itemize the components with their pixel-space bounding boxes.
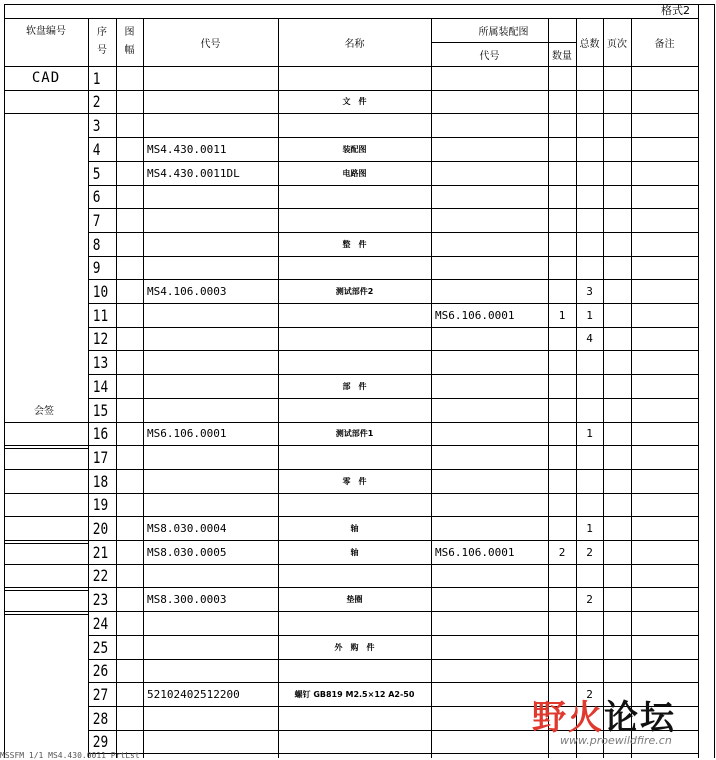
row-assembly-qty (548, 516, 576, 540)
row-total (576, 113, 603, 137)
row-assembly-qty (548, 422, 576, 445)
row-seq: 17 (92, 447, 109, 467)
row-total: 1 (586, 521, 593, 535)
frame-right (714, 4, 715, 758)
row-assembly-qty: 1 (558, 308, 566, 322)
row-assembly-code (431, 611, 552, 635)
row-name (278, 327, 431, 350)
row-code: MS6.106.0001 (147, 427, 227, 440)
sign-label: 会签 (34, 406, 54, 418)
watermark-char: 火 (568, 698, 604, 738)
row-seq: 5 (92, 163, 101, 183)
row-seq: 3 (92, 115, 101, 135)
row-assembly-code (431, 493, 552, 516)
row-total (576, 493, 603, 516)
footer-text: MSSFM 1/1 MS4.430.0011 PrtLst (0, 751, 140, 760)
watermark-char: 野 (532, 698, 568, 738)
cad-label: CAD (31, 69, 61, 86)
row-name (278, 208, 431, 232)
row-seq: 28 (92, 708, 109, 728)
left-row-line (4, 422, 88, 423)
row-name: 轴 (350, 523, 359, 533)
row-code: MS4.106.0003 (147, 284, 227, 298)
row-assembly-qty (548, 587, 576, 611)
row-code: MS8.030.0005 (147, 545, 227, 559)
row-seq: 22 (92, 566, 109, 585)
left-row-line (4, 445, 88, 446)
row-name (278, 445, 431, 469)
row-assembly-code: MS6.106.0001 (435, 308, 515, 322)
row-name (278, 113, 431, 137)
row-total: 2 (586, 687, 593, 701)
row-total: 1 (586, 427, 593, 440)
row-assembly-qty (548, 279, 576, 303)
row-total (576, 659, 603, 682)
table-right (698, 4, 699, 758)
row-assembly-qty (548, 113, 576, 137)
row-name: 垫圈 (346, 594, 363, 604)
row-total (576, 374, 603, 398)
row-total (576, 161, 603, 185)
row-assembly-qty (548, 66, 576, 90)
row-assembly-code (431, 422, 552, 445)
row-assembly-code (431, 137, 552, 161)
row-code (143, 611, 282, 635)
row-code: MS8.300.0003 (147, 592, 227, 606)
row-assembly-code (431, 587, 552, 611)
row-total (576, 445, 603, 469)
row-seq: 1 (92, 68, 101, 88)
row-assembly-qty (548, 445, 576, 469)
row-seq: 20 (92, 518, 109, 538)
row-assembly-code (431, 516, 552, 540)
row-seq: 6 (92, 187, 101, 206)
row-seq: 2 (92, 92, 101, 111)
left-row-line (4, 611, 88, 612)
watermark-char: 论 (604, 698, 640, 738)
header-assembly-code: 代号 (479, 50, 500, 62)
left-row-line (4, 113, 88, 114)
row-total (576, 208, 603, 232)
header-code: 代号 (200, 38, 221, 50)
row-assembly-code (431, 256, 552, 279)
row-name (278, 659, 431, 682)
row-seq: 10 (92, 281, 109, 301)
row-code (143, 350, 282, 374)
row-seq: 21 (92, 542, 109, 562)
row-assembly-qty (548, 208, 576, 232)
row-code: MS8.030.0004 (147, 521, 227, 535)
row-seq: 25 (92, 637, 109, 657)
header-assembly-qty: 数量 (552, 50, 572, 62)
header-total: 总数 (579, 38, 600, 50)
row-seq: 26 (92, 661, 109, 680)
row-assembly-code (431, 66, 552, 90)
row-code: MS4.430.0011DL (147, 166, 240, 180)
frame-top (4, 4, 715, 5)
row-seq: 27 (92, 684, 109, 704)
row-assembly-qty (548, 232, 576, 256)
row-seq: 16 (92, 424, 109, 443)
row-total: 3 (586, 284, 593, 298)
row-name: 外 购 件 (334, 642, 375, 652)
row-assembly-code (431, 113, 552, 137)
row-assembly-code (431, 350, 552, 374)
row-name (278, 611, 431, 635)
row-total (576, 185, 603, 208)
row-name: 文 件 (342, 97, 367, 106)
left-row-line (4, 540, 88, 541)
row-assembly-code (431, 374, 552, 398)
row-assembly-code (431, 161, 552, 185)
row-assembly-qty (548, 469, 576, 493)
row-name (278, 564, 431, 587)
row-code (143, 730, 282, 753)
row-seq: 7 (92, 210, 101, 230)
row-code (143, 113, 282, 137)
row-assembly-qty (548, 256, 576, 279)
header-page: 页次 (607, 38, 627, 50)
row-name (278, 66, 431, 90)
column-line (116, 18, 117, 758)
row-assembly-qty (548, 185, 576, 208)
row-code (143, 445, 282, 469)
header-sheet-size: 图 幅 (124, 27, 135, 56)
row-assembly-qty (548, 635, 576, 659)
row-assembly-qty (548, 327, 576, 350)
row-code (143, 208, 282, 232)
header-name: 名称 (344, 38, 365, 50)
row-seq: 12 (92, 329, 109, 348)
row-name (278, 185, 431, 208)
row-name: 整 件 (342, 239, 367, 249)
row-code (143, 469, 282, 493)
row-code (143, 635, 282, 659)
row-total (576, 635, 603, 659)
left-row-line (4, 516, 88, 517)
header-disk-no: 软盘编号 (26, 25, 66, 37)
row-name: 螺钉 GB819 M2.5×12 A2-50 (294, 689, 415, 699)
row-assembly-code (431, 659, 552, 682)
row-code (143, 256, 282, 279)
row-assembly-qty (548, 137, 576, 161)
watermark-char: 坛 (640, 698, 676, 738)
row-name (278, 398, 431, 422)
row-total (576, 611, 603, 635)
row-code (143, 66, 282, 90)
row-name: 电路图 (342, 168, 367, 178)
row-assembly-qty (548, 493, 576, 516)
left-row-line (4, 543, 88, 544)
left-row-line (4, 614, 88, 615)
row-assembly-code (431, 398, 552, 422)
column-line (603, 18, 604, 758)
row-assembly-code (431, 445, 552, 469)
row-line (88, 753, 699, 754)
row-seq: 8 (92, 234, 101, 254)
row-assembly-code (431, 279, 552, 303)
row-name (278, 256, 431, 279)
row-assembly-code (431, 90, 552, 113)
row-name (278, 706, 431, 730)
row-total (576, 469, 603, 493)
row-name (278, 730, 431, 753)
row-code (143, 564, 282, 587)
row-seq: 19 (92, 495, 109, 514)
row-seq: 13 (92, 352, 109, 372)
row-name: 轴 (350, 547, 359, 557)
row-name (278, 493, 431, 516)
frame-left (4, 4, 5, 758)
row-assembly-qty (548, 611, 576, 635)
header-seq: 序 号 (97, 27, 107, 56)
row-total (576, 256, 603, 279)
left-row-line (4, 590, 88, 591)
row-assembly-qty (548, 350, 576, 374)
row-code (143, 303, 282, 327)
row-assembly-qty (548, 161, 576, 185)
left-row-line (4, 469, 88, 470)
row-code (143, 90, 282, 113)
row-name: 装配图 (342, 144, 367, 154)
row-seq: 11 (92, 305, 109, 325)
row-name (278, 350, 431, 374)
row-assembly-qty (548, 659, 576, 682)
row-total (576, 137, 603, 161)
row-seq: 24 (92, 613, 109, 633)
row-total (576, 398, 603, 422)
left-row-line (4, 448, 88, 449)
row-seq: 18 (92, 471, 109, 491)
watermark (528, 690, 708, 750)
watermark-text (532, 690, 676, 739)
row-seq: 29 (92, 732, 109, 751)
row-total: 1 (586, 308, 593, 322)
row-total (576, 90, 603, 113)
row-code: 52102402512200 (147, 687, 240, 701)
row-assembly-qty (548, 90, 576, 113)
row-total (576, 564, 603, 587)
row-code (143, 493, 282, 516)
row-total: 4 (586, 332, 593, 345)
watermark-url: www.proewildfire.cn (560, 734, 672, 747)
row-code (143, 706, 282, 730)
row-assembly-code (431, 185, 552, 208)
row-total: 2 (586, 545, 593, 559)
row-assembly-code (431, 327, 552, 350)
row-code (143, 185, 282, 208)
row-assembly-code (431, 564, 552, 587)
row-name (278, 303, 431, 327)
row-assembly-code (431, 635, 552, 659)
row-total (576, 232, 603, 256)
column-line (631, 18, 632, 758)
left-row-line (4, 493, 88, 494)
row-assembly-qty: 2 (558, 545, 566, 559)
row-total (576, 66, 603, 90)
row-name: 测试部件1 (335, 429, 374, 438)
left-row-line (4, 587, 88, 588)
row-code (143, 232, 282, 256)
row-total (576, 350, 603, 374)
format-label: 格式2 (661, 4, 690, 17)
row-seq: 15 (92, 400, 109, 420)
row-code (143, 327, 282, 350)
row-seq: 14 (92, 376, 109, 396)
row-assembly-code (431, 232, 552, 256)
row-assembly-code (431, 208, 552, 232)
row-name: 零 件 (342, 476, 367, 486)
left-row-line (4, 564, 88, 565)
header-remarks: 备注 (654, 38, 675, 50)
row-total: 2 (586, 592, 593, 606)
row-assembly-qty (548, 564, 576, 587)
row-code (143, 398, 282, 422)
row-name: 部 件 (342, 381, 367, 391)
row-code: MS4.430.0011 (147, 142, 227, 156)
row-assembly-code (431, 469, 552, 493)
row-seq: 23 (92, 589, 109, 609)
row-code (143, 374, 282, 398)
row-seq: 9 (92, 258, 101, 277)
row-name: 测试部件2 (335, 286, 374, 296)
row-seq: 4 (92, 139, 101, 159)
row-assembly-code: MS6.106.0001 (435, 545, 515, 559)
left-row-line (4, 90, 88, 91)
row-assembly-qty (548, 374, 576, 398)
row-code (143, 659, 282, 682)
header-assembly: 所属装配图 (478, 26, 529, 38)
row-assembly-qty (548, 398, 576, 422)
